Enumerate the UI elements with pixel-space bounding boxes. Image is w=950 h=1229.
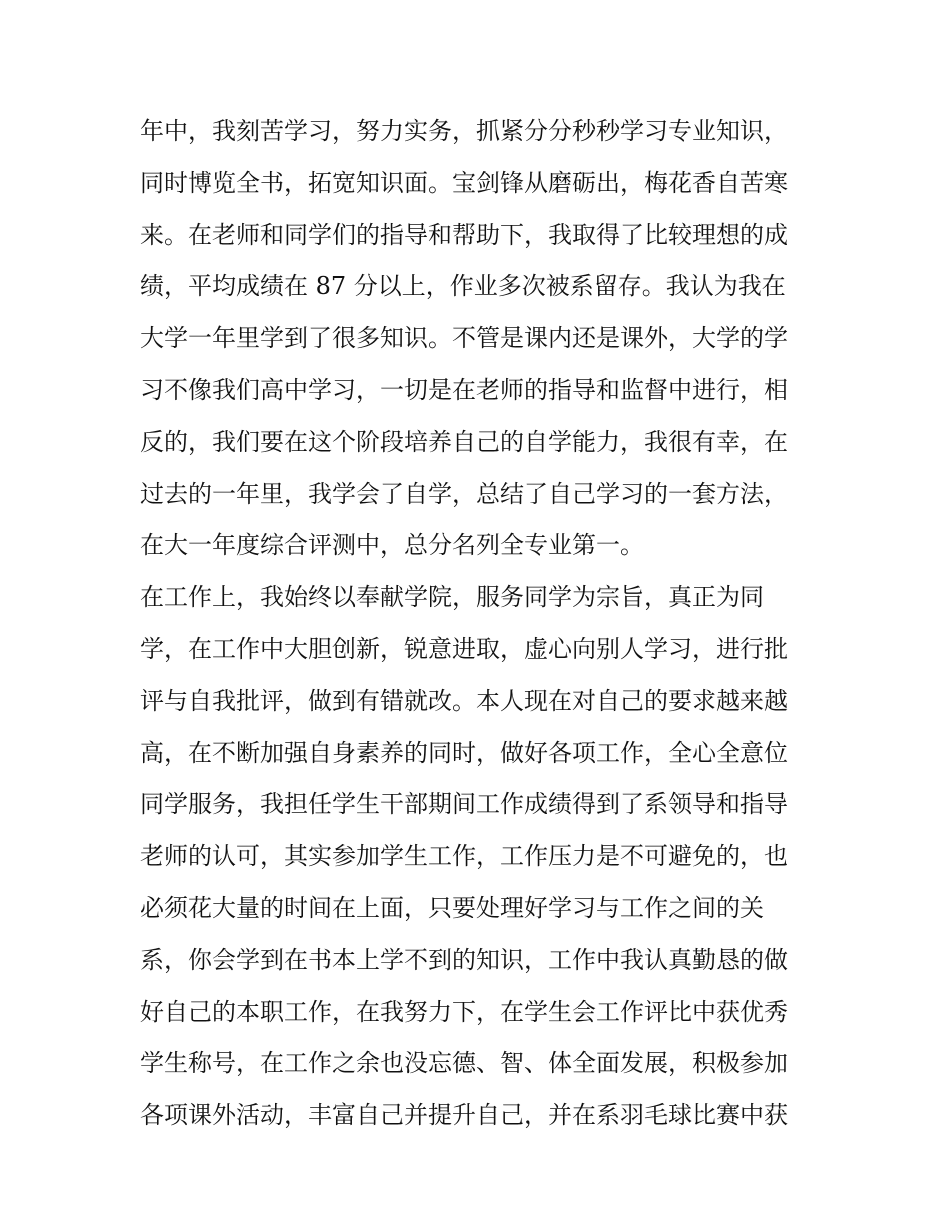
text-line: 反的，我们要在这个阶段培养自己的自学能力，我很有幸，在: [140, 427, 788, 456]
text-line: 习不像我们高中学习，一切是在老师的指导和监督中进行，相: [140, 375, 788, 404]
text-line: 学生称号，在工作之余也没忘德、智、体全面发展，积极参加: [140, 1049, 788, 1078]
text-line: 评与自我批评，做到有错就改。本人现在对自己的要求越来越: [140, 686, 788, 715]
text-line: 大学一年里学到了很多知识。不管是课内还是课外，大学的学: [140, 324, 788, 353]
text-line: 老师的认可，其实参加学生工作，工作压力是不可避免的，也: [140, 842, 788, 871]
text-line: 来。在老师和同学们的指导和帮助下，我取得了比较理想的成: [140, 220, 788, 249]
body-text: [140, 106, 820, 1142]
text-line: 系，你会学到在书本上学不到的知识，工作中我认真勤恳的做: [140, 945, 788, 974]
text-line: 过去的一年里，我学会了自学，总结了自己学习的一套方法，: [140, 479, 788, 508]
text-line: 同学服务，我担任学生干部期间工作成绩得到了系领导和指导: [140, 790, 788, 819]
text-line: 在大一年度综合评测中，总分名列全专业第一。: [140, 531, 644, 560]
text-line: 年中，我刻苦学习，努力实务，抓紧分分秒秒学习专业知识，: [140, 117, 788, 145]
text-line: 好自己的本职工作，在我努力下，在学生会工作评比中获优秀: [140, 997, 788, 1026]
text-line: 必须花大量的时间在上面，只要处理好学习与工作之间的关: [140, 893, 764, 922]
text-line: 同时博览全书，拓宽知识面。宝剑锋从磨砺出，梅花香自苦寒: [140, 168, 788, 197]
text-line: 学，在工作中大胆创新，锐意进取，虚心向别人学习，进行批: [140, 634, 788, 663]
text-line: 高，在不断加强自身素养的同时，做好各项工作，全心全意位: [140, 738, 788, 767]
text-line: 绩，平均成绩在 87 分以上，作业多次被系留存。我认为我在: [140, 272, 786, 301]
text-line: 在工作上，我始终以奉献学院，服务同学为宗旨，真正为同: [140, 583, 764, 612]
text-line: 各项课外活动，丰富自己并提升自己，并在系羽毛球比赛中获: [140, 1101, 788, 1130]
